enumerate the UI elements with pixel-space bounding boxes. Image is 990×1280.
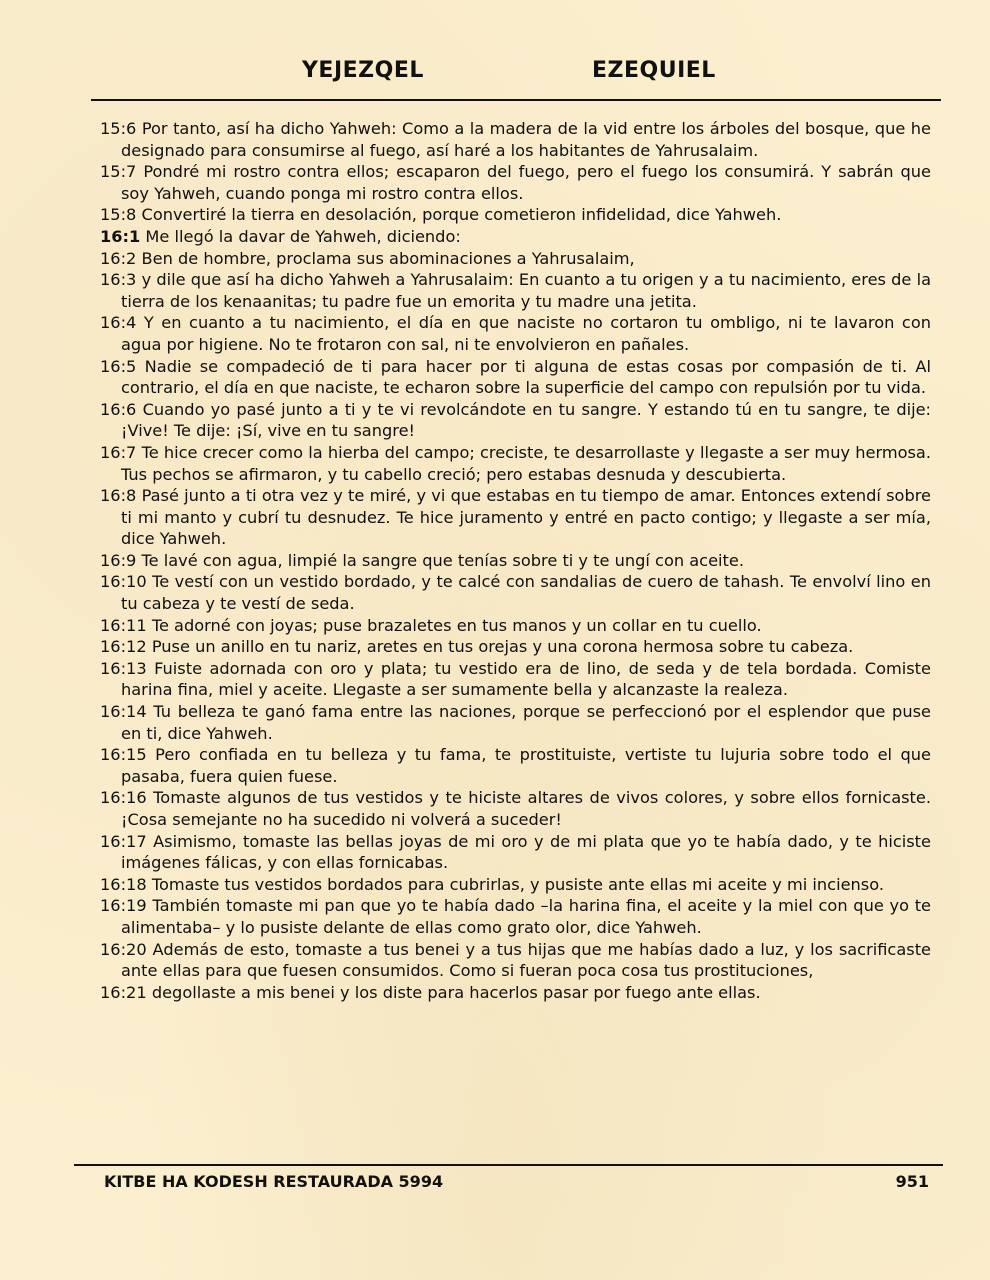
book-title-spanish: EZEQUIEL: [592, 58, 716, 83]
verse-text: Te hice crecer como la hierba del campo; creciste, te desarrollaste y llegaste a ser muy hermosa. Tus pechos se afirmaron, y tu cabello creció; pero estabas desnuda y descubierta.: [121, 442, 931, 484]
verse-ref: 16:8: [100, 486, 137, 506]
verse-text: Nadie se compadeció de ti para hacer por ti alguna de estas cosas por compasión de ti. Al contrario, el día en que naciste, te echaron sobre la superficie del campo con repulsión por tu vida.: [121, 356, 931, 398]
header-divider: [91, 99, 941, 101]
verse-16-4: [100, 312, 931, 355]
verse-text: Pasé junto a ti otra vez y te miré, y vi que estabas en tu tiempo de amar. Entonces extendí sobre ti mi manto y cubrí tu desnudez. Te hice juramento y entré en pacto contigo; y llegaste a ser mía, dice Yahweh.: [121, 486, 931, 549]
verse-ref: 16:18: [100, 874, 147, 894]
verse-16-5: [100, 356, 931, 399]
verse-text: Y en cuanto a tu nacimiento, el día en que naciste no cortaron tu ombligo, ni te lavaron con agua por higiene. No te frotaron con sal, ni te envolvieron en pañales.: [121, 313, 931, 354]
verse-ref: 15:8: [100, 205, 137, 225]
verse-text: Me llegó la davar de Yahweh, diciendo:: [145, 226, 461, 246]
verse-ref: 15:7: [100, 162, 137, 182]
verse-text: También tomaste mi pan que yo te había dado –la harina fina, el aceite y la miel con que yo te alimentaba– y lo pusiste delante de ellas como grato olor, dice Yahweh.: [121, 896, 931, 937]
verse-ref: 16:17: [100, 831, 147, 851]
verse-ref: 16:10: [100, 572, 147, 592]
verse-ref: 16:6: [100, 399, 137, 419]
verse-16-11: [100, 615, 931, 637]
verse-text: Tomaste tus vestidos bordados para cubrirlas, y pusiste ante ellas mi aceite y mi incienso.: [151, 874, 884, 894]
verse-16-18: [100, 874, 931, 896]
verse-16-13: [100, 658, 931, 701]
verse-16-12: [100, 636, 931, 658]
verse-ref: 16:5: [100, 356, 137, 376]
verse-text: Te vestí con un vestido bordado, y te calcé con sandalias de cuero de tahash. Te envolví lino en tu cabeza y te vestí de seda.: [121, 572, 932, 614]
verse-ref: 15:6: [100, 119, 137, 138]
verse-16-21: [100, 982, 931, 1004]
verse-ref: 16:7: [100, 442, 137, 462]
verse-text: Pondré mi rostro contra ellos; escaparon del fuego, pero el fuego los consumirá. Y sabrán que soy Yahweh, cuando ponga mi rostro contra ellos.: [121, 162, 931, 203]
verse-16-6: [100, 399, 931, 442]
verse-text: Puse un anillo en tu nariz, aretes en tus orejas y una corona hermosa sobre tu cabeza.: [151, 637, 854, 657]
verse-15-6: [100, 118, 931, 161]
verse-ref: 16:16: [100, 788, 147, 808]
verse-16-19: [100, 895, 931, 938]
verse-text: Ben de hombre, proclama sus abominaciones a Yahrusalaim,: [141, 248, 635, 268]
verse-ref: 16:12: [100, 637, 147, 657]
verse-15-8: [100, 204, 931, 226]
verse-text: Por tanto, así ha dicho Yahweh: Como a la madera de la vid entre los árboles del bosque, que he designado para consumirse al fuego, así haré a los habitantes de Yahrusalaim.: [121, 119, 931, 160]
verse-text: Pero confiada en tu belleza y tu fama, te prostituiste, vertiste tu lujuria sobre todo el que pasaba, fuera quien fuese.: [121, 745, 932, 786]
verse-text: Cuando yo pasé junto a ti y te vi revolcándote en tu sangre. Y estando tú en tu sangre, te dije: ¡Vive! Te dije: ¡Sí, vive en tu sangre!: [121, 399, 931, 441]
verse-text: Fuiste adornada con oro y plata; tu vestido era de lino, de seda y de tela bordada. Comiste harina fina, miel y aceite. Llegaste a ser sumamente bella y alcanzaste la realeza.: [121, 658, 931, 700]
page-number: 951: [895, 1172, 929, 1191]
verse-text: y dile que así ha dicho Yahweh a Yahrusalaim: En cuanto a tu origen y a tu nacimiento, eres de la tierra de los kenaanitas; tu padre fue un emorita y tu madre una jetita.: [121, 270, 931, 311]
verse-list: [100, 118, 931, 1003]
verse-text: Convertiré la tierra en desolación, porque cometieron infidelidad, dice Yahweh.: [141, 205, 782, 225]
verse-16-9: [100, 550, 931, 572]
verse-text: Tu belleza te ganó fama entre las naciones, porque se perfeccionó por el esplendor que puse en ti, dice Yahweh.: [121, 702, 931, 743]
footer-title: KITBE HA KODESH RESTAURADA 5994: [104, 1172, 444, 1191]
verse-text: Tomaste algunos de tus vestidos y te hiciste altares de vivos colores, y sobre ellos fornicaste. ¡Cosa semejante no ha sucedido ni volverá a suceder!: [121, 788, 931, 829]
verse-ref: 16:3: [100, 270, 137, 290]
verse-ref: 16:15: [100, 745, 147, 765]
verse-16-20: [100, 939, 931, 982]
verse-ref: 16:2: [100, 248, 137, 268]
verse-16-15: [100, 744, 931, 787]
verse-ref: 16:20: [100, 939, 147, 959]
verse-16-3: [100, 269, 931, 312]
verse-text: Además de esto, tomaste a tus benei y a tus hijas que me habías dado a luz, y los sacrificaste ante ellas para que fuesen consumidos. Como si fueran poca cosa tus prostituciones,: [121, 939, 931, 981]
verse-16-10: [100, 571, 931, 614]
verse-ref: 16:21: [100, 982, 147, 1002]
verse-16-14: [100, 701, 931, 744]
verse-ref: 16:14: [100, 702, 147, 722]
verse-16-2: [100, 248, 931, 270]
verse-ref: 16:9: [100, 550, 137, 570]
verse-16-7: [100, 442, 931, 485]
chapter-start-ref: 16:1: [100, 226, 141, 246]
verse-16-1: [100, 226, 931, 248]
verse-text: degollaste a mis benei y los diste para hacerlos pasar por fuego ante ellas.: [151, 982, 761, 1002]
verse-ref: 16:4: [100, 313, 137, 333]
book-title-hebrew: YEJEZQEL: [302, 58, 424, 83]
footer-divider: [74, 1164, 943, 1166]
verse-text: Asimismo, tomaste las bellas joyas de mi oro y de mi plata que yo te había dado, y te hiciste imágenes fálicas, y con ellas fornicabas.: [121, 831, 931, 873]
verse-ref: 16:13: [100, 658, 147, 678]
verse-16-8: [100, 485, 931, 550]
verse-text: Te lavé con agua, limpié la sangre que tenías sobre ti y te ungí con aceite.: [141, 550, 744, 570]
verse-16-16: [100, 787, 931, 830]
verse-ref: 16:11: [100, 615, 147, 635]
page-header: [0, 58, 990, 90]
verse-text: Te adorné con joyas; puse brazaletes en tus manos y un collar en tu cuello.: [151, 615, 762, 635]
verse-16-17: [100, 831, 931, 874]
verse-15-7: [100, 161, 931, 204]
verse-ref: 16:19: [100, 896, 147, 916]
